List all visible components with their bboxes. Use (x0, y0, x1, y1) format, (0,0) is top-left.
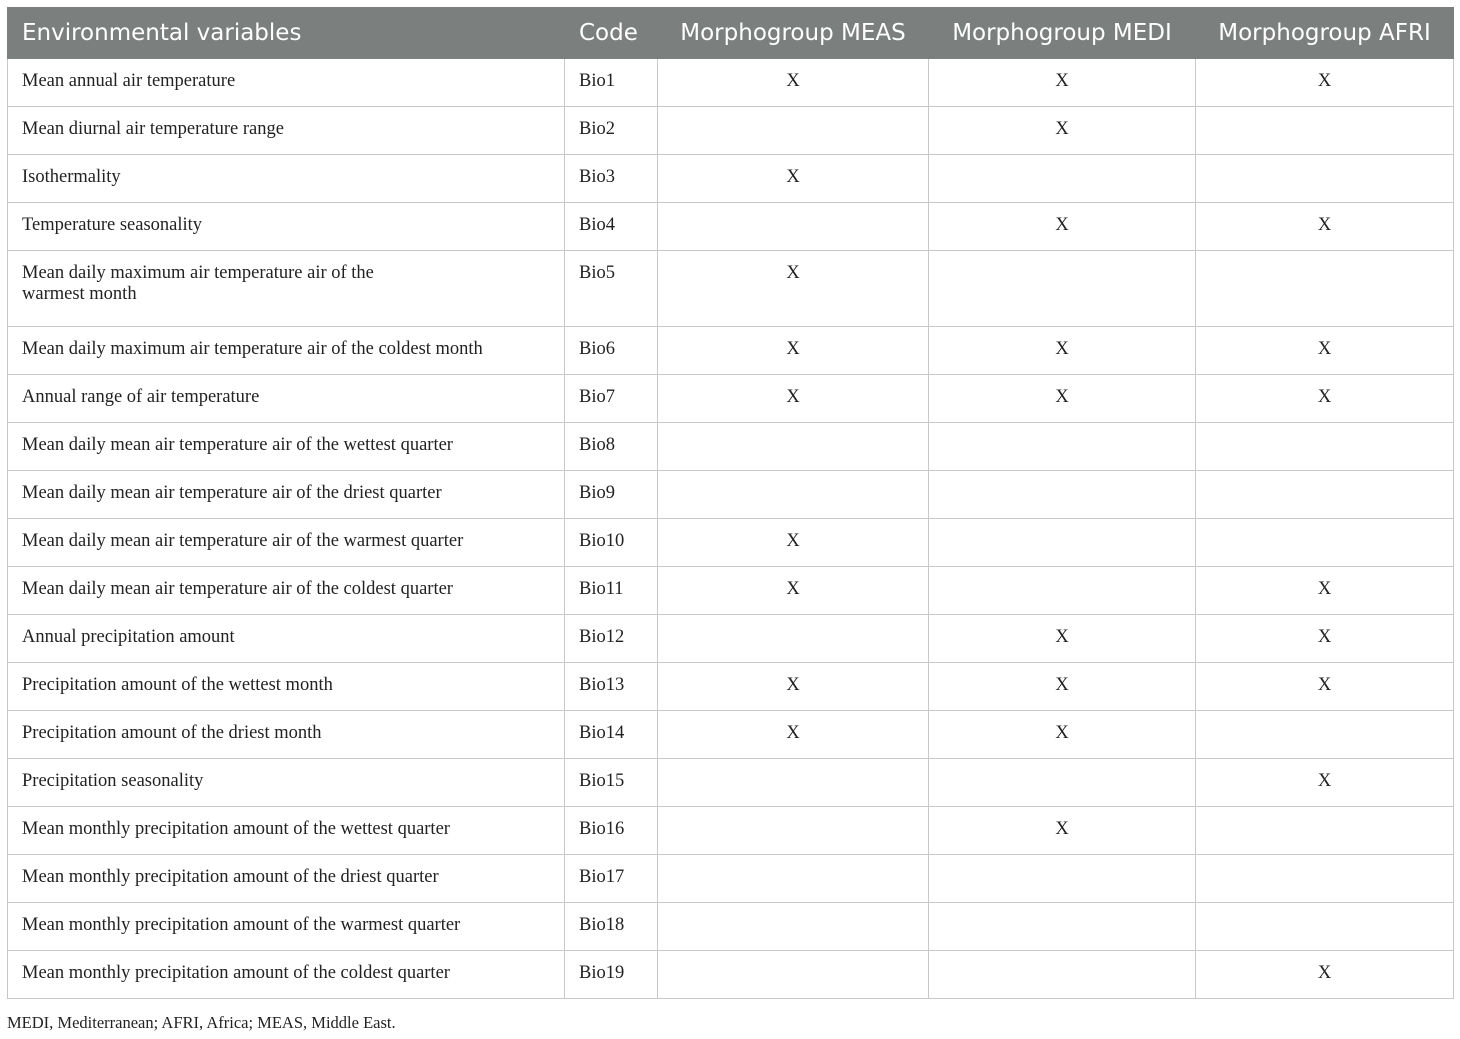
afri-cell: X (1196, 759, 1454, 807)
meas-cell (658, 951, 929, 999)
afri-cell (1196, 807, 1454, 855)
variable-cell: Mean daily maximum air temperature air of the warmest month (8, 251, 565, 327)
afri-cell: X (1196, 327, 1454, 375)
header-morphogroup-afri: Morphogroup AFRI (1196, 8, 1454, 59)
header-environmental-variables: Environmental variables (8, 8, 565, 59)
variable-cell: Mean daily maximum air temperature air of the coldest month (8, 327, 565, 375)
afri-cell (1196, 711, 1454, 759)
medi-cell (929, 155, 1196, 203)
table-row (8, 759, 1454, 807)
meas-cell (658, 471, 929, 519)
table-row (8, 903, 1454, 951)
meas-cell: X (658, 59, 929, 107)
table-body (8, 59, 1454, 999)
header-morphogroup-meas: Morphogroup MEAS (658, 8, 929, 59)
medi-cell: X (929, 615, 1196, 663)
table-row (8, 59, 1454, 107)
variable-cell: Precipitation seasonality (8, 759, 565, 807)
variable-cell: Mean daily mean air temperature air of the wettest quarter (8, 423, 565, 471)
afri-cell (1196, 519, 1454, 567)
variable-cell: Mean monthly precipitation amount of the driest quarter (8, 855, 565, 903)
variable-cell: Mean daily mean air temperature air of the driest quarter (8, 471, 565, 519)
meas-cell (658, 107, 929, 155)
variable-cell: Mean monthly precipitation amount of the wettest quarter (8, 807, 565, 855)
afri-cell (1196, 251, 1454, 327)
meas-cell: X (658, 519, 929, 567)
header-code: Code (565, 8, 658, 59)
afri-cell (1196, 471, 1454, 519)
table-row (8, 471, 1454, 519)
variable-cell: Temperature seasonality (8, 203, 565, 251)
meas-cell (658, 855, 929, 903)
medi-cell (929, 951, 1196, 999)
afri-cell (1196, 855, 1454, 903)
code-cell: Bio18 (565, 903, 658, 951)
variable-cell: Mean annual air temperature (8, 59, 565, 107)
table-row (8, 615, 1454, 663)
variable-cell: Precipitation amount of the driest month (8, 711, 565, 759)
variable-cell: Mean monthly precipitation amount of the warmest quarter (8, 903, 565, 951)
afri-cell: X (1196, 663, 1454, 711)
meas-cell (658, 903, 929, 951)
afri-cell: X (1196, 375, 1454, 423)
meas-cell: X (658, 375, 929, 423)
medi-cell: X (929, 107, 1196, 155)
table-row (8, 423, 1454, 471)
medi-cell (929, 759, 1196, 807)
code-cell: Bio11 (565, 567, 658, 615)
table-row (8, 251, 1454, 327)
variable-cell: Precipitation amount of the wettest month (8, 663, 565, 711)
code-cell: Bio2 (565, 107, 658, 155)
code-cell: Bio14 (565, 711, 658, 759)
medi-cell (929, 855, 1196, 903)
medi-cell: X (929, 375, 1196, 423)
meas-cell (658, 423, 929, 471)
medi-cell (929, 423, 1196, 471)
code-cell: Bio19 (565, 951, 658, 999)
meas-cell (658, 615, 929, 663)
medi-cell (929, 903, 1196, 951)
meas-cell: X (658, 155, 929, 203)
afri-cell: X (1196, 951, 1454, 999)
code-cell: Bio15 (565, 759, 658, 807)
meas-cell (658, 203, 929, 251)
table-footnote: MEDI, Mediterranean; AFRI, Africa; MEAS, Middle East. (7, 1013, 396, 1032)
table-row (8, 327, 1454, 375)
code-cell: Bio10 (565, 519, 658, 567)
afri-cell: X (1196, 59, 1454, 107)
table-row (8, 855, 1454, 903)
code-cell: Bio7 (565, 375, 658, 423)
medi-cell (929, 567, 1196, 615)
code-cell: Bio4 (565, 203, 658, 251)
table-row (8, 711, 1454, 759)
meas-cell (658, 759, 929, 807)
medi-cell: X (929, 327, 1196, 375)
table-row (8, 107, 1454, 155)
code-cell: Bio3 (565, 155, 658, 203)
variables-table-container (7, 7, 1453, 999)
table-row (8, 951, 1454, 999)
header-morphogroup-medi: Morphogroup MEDI (929, 8, 1196, 59)
medi-cell: X (929, 711, 1196, 759)
table-row (8, 567, 1454, 615)
afri-cell: X (1196, 567, 1454, 615)
medi-cell (929, 251, 1196, 327)
variable-cell: Mean daily mean air temperature air of the coldest quarter (8, 567, 565, 615)
medi-cell: X (929, 807, 1196, 855)
medi-cell (929, 471, 1196, 519)
medi-cell: X (929, 663, 1196, 711)
code-cell: Bio17 (565, 855, 658, 903)
code-cell: Bio5 (565, 251, 658, 327)
meas-cell: X (658, 327, 929, 375)
table-header-row (8, 8, 1454, 59)
variable-cell: Annual range of air temperature (8, 375, 565, 423)
afri-cell: X (1196, 203, 1454, 251)
table-row (8, 663, 1454, 711)
meas-cell: X (658, 711, 929, 759)
variable-cell: Mean monthly precipitation amount of the coldest quarter (8, 951, 565, 999)
environmental-variables-table (7, 7, 1454, 999)
variable-cell: Annual precipitation amount (8, 615, 565, 663)
table-row (8, 375, 1454, 423)
meas-cell: X (658, 251, 929, 327)
code-cell: Bio9 (565, 471, 658, 519)
code-cell: Bio1 (565, 59, 658, 107)
medi-cell: X (929, 203, 1196, 251)
meas-cell: X (658, 567, 929, 615)
variable-cell: Isothermality (8, 155, 565, 203)
afri-cell (1196, 423, 1454, 471)
code-cell: Bio12 (565, 615, 658, 663)
afri-cell (1196, 155, 1454, 203)
code-cell: Bio8 (565, 423, 658, 471)
afri-cell (1196, 903, 1454, 951)
table-row (8, 155, 1454, 203)
afri-cell: X (1196, 615, 1454, 663)
table-row (8, 203, 1454, 251)
meas-cell (658, 807, 929, 855)
medi-cell: X (929, 59, 1196, 107)
table-row (8, 807, 1454, 855)
table-row (8, 519, 1454, 567)
variable-cell: Mean daily mean air temperature air of the warmest quarter (8, 519, 565, 567)
code-cell: Bio16 (565, 807, 658, 855)
code-cell: Bio13 (565, 663, 658, 711)
afri-cell (1196, 107, 1454, 155)
code-cell: Bio6 (565, 327, 658, 375)
meas-cell: X (658, 663, 929, 711)
medi-cell (929, 519, 1196, 567)
variable-cell: Mean diurnal air temperature range (8, 107, 565, 155)
